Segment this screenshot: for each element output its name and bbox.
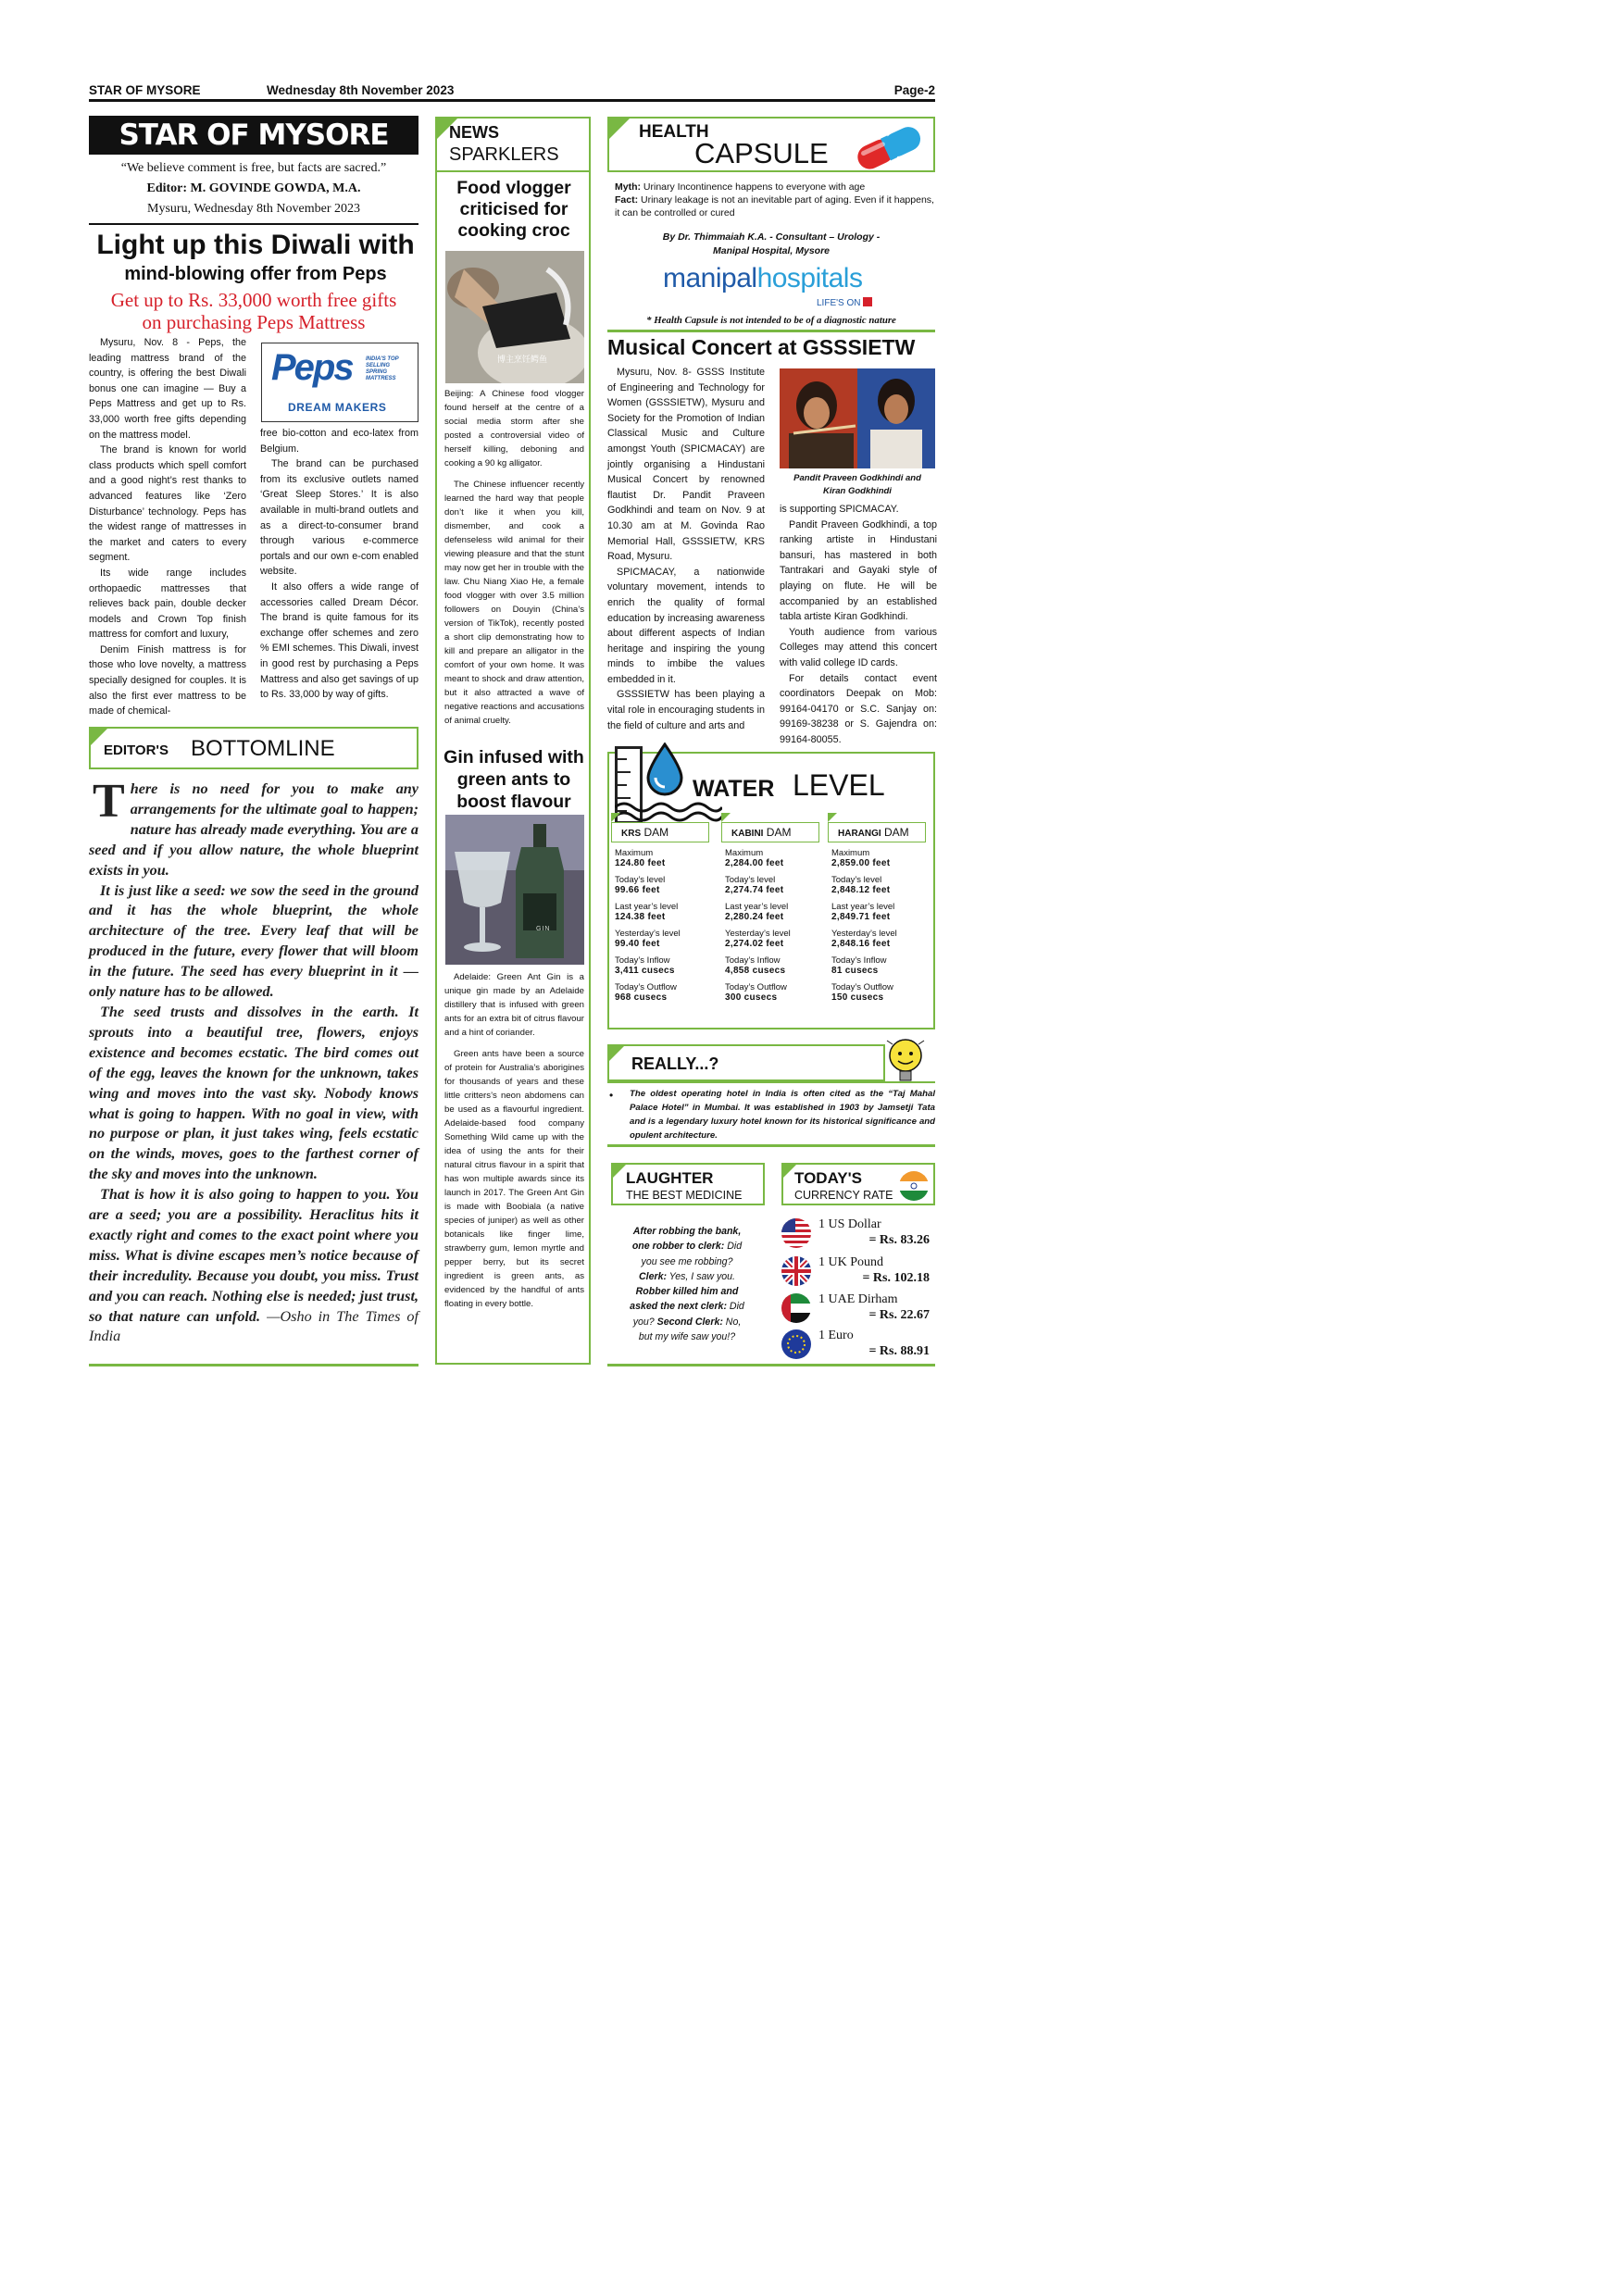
concert-para: GSSSIETW has been playing a vital role in encouraging students in the field of culture and arts and [607,689,765,731]
concert-caption: Pandit Praveen Godkhindi and Kiran Godkhindi [793,473,921,496]
dam-header: HARANGI DAM [828,822,926,842]
really-label-box [607,1044,885,1081]
concert-col-b [780,502,937,748]
really-bottom-rule [607,1144,935,1147]
dam-header: KABINI DAM [721,822,819,842]
editor-dropcap: T [93,775,125,828]
peps-logo-box [261,343,418,422]
uae-flag-icon [781,1293,811,1323]
currency-row [781,1254,935,1288]
bulb-icon [885,1035,928,1087]
dam-header: KRS DAM [611,822,709,842]
bottom-rule [607,1364,935,1366]
peps-col-a [89,335,246,719]
dam-rows: Maximum 2,284.00 feet Today’s level 2,274.74 feet Last year’s level 2,280.24 feet Yesterday’s level 2,274.02 feet Today’s Inflow 4,858 cusecs Today’s Outflow 300 cusecs [725,848,791,1003]
editor-credit: —Osho in The Times of India [89,1307,418,1345]
currency-name: 1 US Dollar [818,1217,881,1231]
laughter-joke: After robbing the bank, one robber to clerk: Did you see me robbing? Clerk: Yes, I saw you. Robber killed him and asked the next clerk: Did you? Second Clerk: No, but my wife saw you!? [630,1226,744,1343]
editor-bottom-rule [89,1364,418,1366]
croc-photo-caption: 博主烹饪鳄鱼 [497,356,548,365]
page-header [89,83,935,102]
masthead-editor: Editor: M. GOVINDE GOWDA, M.A. [146,181,361,195]
concert-col-a [607,365,765,733]
peps-col-b [260,426,418,703]
concert-para: For details contact event coordinators Deepak on Mob: 99164-04170 or S.C. Sanjay on: 99169-38238 or S. Gajendra on: 99164-80055. [780,672,937,745]
editor-para: That is how it is also going to happen to you. You are a seed; you are a possibility. Heraclitus hits it exactly right and comes to the exact point where you miss. What is divine escapes men’s notice because of their incredulity. Because you doubt, you miss. Trust and you can reach. Nothing else is needed; just trust, so that nature can unfold. [89,1186,418,1325]
water-wave-icon [615,802,722,824]
health-disclaimer: * Health Capsule is not intended to be of a diagnostic nature [646,315,896,326]
masthead-logo: STAR OF MYSORE [89,116,418,155]
peps-logo-tag: INDIA'S TOP SELLING SPRING MATTRESS [366,356,399,381]
peps-sub-1: Get up to Rs. 33,000 worth free gifts [110,289,397,311]
eu-flag-icon [781,1329,811,1359]
editor-body [89,775,418,1347]
peps-para: The brand can be purchased from its exclusive outlets named ‘Great Sleep Stores.’ It is also available in multi-brand outlets and as a direct-to-consumer brand through various e-commerce portals and our own e-com enabled website. [260,458,418,578]
currency-name: 1 UK Pound [818,1255,884,1269]
water-label-a: WATER [693,776,775,802]
health-fact: Fact: Urinary leakage is not an inevitable part of aging. Even if it happens, it can be controlled or cured [615,194,934,218]
health-label-a: HEALTH [639,122,709,142]
currency-rate: = Rs. 22.67 [868,1308,930,1322]
news-para: The Chinese influencer recently learned the hard way that people don’t like it when you kill, dismember, and cook a defenseless wild animal for their viewing pleasure and that the stunt may now get her in trouble with the law. Chu Niang Xiao He, a female food vlogger with over 3.5 million followers on Douyin (China’s version of TikTok), recently posted a short clip demonstrating how to kill and prepare an alligator in the comfort of your own home. It was meant to shock and draw attention, but it also attracted a wave of negative reactions and accusations of animal cruelty. [444,480,584,726]
currency-label-a: TODAY'S [794,1169,863,1187]
editor-para: here is no need for you to make any arrangements for the ultimate goal to happen; nature has already made everything. You are a seed and if you allow nature, the whole blueprint exists in you. [89,780,418,879]
laughter-label-box [611,1163,765,1205]
news-story2-title: Gin infused with green ants to boost flavour [443,747,584,812]
news-story1-body [444,387,584,728]
header-paper: STAR OF MYSORE [89,83,201,97]
currency-row [781,1217,935,1250]
news-para: Green ants have been a source of protein for Australia’s aborigines for thousands of years and these little critters’s neon abdomens can be used as a flavourful ingredient. Adelaide-based food company Something Wild came up with the idea of using the ants for their natural citrus flavour in a spirit that has won multiple awards since its launch in 2017. The Green Ant Gin is made with Boobiala (a native species of juniper) as well as other botanicals like finger lime, strawberry gum, lemon myrtle and pepper berry, but its secret ingredient is green ants, as evidenced by the handful of ants floating in every bottle. [444,1049,584,1309]
us-flag-icon [781,1218,811,1248]
really-text: The oldest operating hotel in India is often cited as the “Taj Mahal Palace Hotel” in Mumbai. It was established in 1903 by Jamsetji Tata and is a legendary luxury hotel known for its historical significance and opulent architecture. [630,1089,935,1141]
header-page: Page-2 [893,83,935,97]
header-date: Wednesday 8th November 2023 [267,83,455,97]
health-byline-2: Manipal Hospital, Mysore [712,245,831,256]
manipal-tag: LIFE'S ON [817,297,872,308]
concert-photo [780,368,935,468]
capsule-icon [848,122,933,172]
gin-label: GIN [536,926,551,932]
news-story2-body [444,970,584,1311]
currency-rate: = Rs. 83.26 [868,1233,930,1247]
peps-para: Mysuru, Nov. 8 - Peps, the leading mattress brand of the country, is offering the best Diwali bonus one can imagine — Buy a Peps Mattress and get up to Rs. 33,000 worth free gifts depending on the mattress model. [89,337,246,441]
dam-krs [611,822,709,1004]
peps-sub-2: on purchasing Peps Mattress [142,311,366,333]
masthead-dateline: Mysuru, Wednesday 8th November 2023 [147,202,360,216]
concert-para: Pandit Praveen Godkhindi, a top ranking artiste in Hindustani bansuri, has mastered in both Tantrakari and Gayaki style of playing on flute. He will be accompanied by an established tabla artiste Kiran Godkhindi. [780,518,937,623]
peps-para: The brand is known for world class products which spell comfort and a good night’s rest thanks to advanced features like ‘Zero Disturbance’ technology. Peps has the widest range of mattresses in the market and caters to every segment. [89,444,246,564]
editor-label-a: EDITOR'S [104,742,169,758]
really-label: REALLY...? [631,1054,719,1073]
currency-rate: = Rs. 102.18 [862,1271,930,1285]
currency-name: 1 UAE Dirham [818,1292,898,1306]
concert-para: Youth audience from various Colleges may attend this concert with valid college ID cards. [780,626,937,668]
water-drop-icon [644,742,685,796]
news-label-b: SPARKLERS [449,144,559,165]
peps-logo: Peps [271,347,353,388]
news-story1-title: Food vlogger criticised for cooking croc [456,178,571,241]
health-rule [607,330,935,332]
news-label-rule [435,170,591,172]
uk-flag-icon [781,1256,811,1286]
peps-para: Its wide range includes orthopaedic mattresses that relieves back pain, double decker models and Crown Top finish mattress for comfort and luxury, [89,567,246,641]
croc-photo [445,251,584,383]
peps-headline-1: Light up this Diwali with [96,230,415,260]
water-label-b: LEVEL [793,768,885,802]
gin-photo [445,815,584,965]
editor-para: It is just like a seed: we sow the seed in the ground and it has the whole blueprint, the whole architecture of the tree. Every leaf that will be produced in the future, every flower that will bloom in the future. The seed has every blueprint in it — only nature has to be allowed. [89,881,418,1001]
health-myth: Myth: Urinary Incontinence happens to everyone with age [615,181,866,193]
peps-para: free bio-cotton and eco-latex from Belgium. [260,428,418,455]
news-para: Beijing: A Chinese food vlogger found herself at the centre of a social media storm after she posted a controversial video of herself killing, deboning and cooking a 90 kg alligator. [444,389,584,468]
peps-logo-sub: DREAM MAKERS [288,401,387,414]
laughter-label-a: LAUGHTER [626,1169,714,1187]
editor-label-box [89,727,418,769]
corner-tri [607,117,631,141]
news-para: Adelaide: Green Ant Gin is a unique gin made by an Adelaide distillery that is infused with green ants for an extra bit of citrus flavour and a hint of coriander. [444,972,584,1038]
concert-title: Musical Concert at GSSSIETW [607,335,916,359]
news-label-a: NEWS [449,123,499,142]
india-flag-icon [898,1170,930,1202]
peps-headline-2: mind-blowing offer from Peps [124,264,387,284]
currency-row [781,1328,935,1361]
currency-rate: = Rs. 88.91 [868,1344,930,1358]
dam-rows: Maximum 2,859.00 feet Today’s level 2,848.12 feet Last year’s level 2,849.71 feet Yesterday’s level 2,848.16 feet Today’s Inflow 81 cusecs Today’s Outflow 150 cusecs [831,848,897,1003]
currency-row [781,1292,935,1325]
concert-para: SPICMACAY, a nationwide voluntary movement, intends to enrich the quality of formal education by increasing awareness about different aspects of Indian heritage and inspiring the young minds to imbibe the values embedded in it. [607,566,765,685]
laughter-label-b: THE BEST MEDICINE [626,1189,743,1202]
currency-label-b: CURRENCY RATE [794,1189,893,1202]
masthead-motto: “We believe comment is free, but facts are sacred.” [120,161,387,175]
dam-harangi [828,822,926,1004]
health-label-box [607,117,935,172]
dam-rows: Maximum 124.80 feet Today’s level 99.66 feet Last year’s level 124.38 feet Yesterday’s level 99.40 feet Today’s Inflow 3,411 cusecs Today’s Outflow 968 cusecs [615,848,681,1003]
currency-name: 1 Euro [818,1329,854,1342]
really-rule [607,1081,935,1083]
masthead-rule [89,223,418,225]
concert-para: Mysuru, Nov. 8- GSSS Institute of Engineering and Technology for Women (GSSSIETW), Mysuru and Society for the Promotion of Indian Classical Music and Culture amongst Youth (SPICMACAY) are jointly organising a Hindustani Musical Concert by renowned flautist Dr. Pandit Praveen Godkhindi and team on Nov. 9 at 10.30 am at M. Govinda Rao Memorial Hall, GSSSIETW, KRS Road, Mysuru. [607,367,765,563]
dam-kabini [721,822,819,1004]
editor-para: The seed trusts and dissolves in the earth. It sprouts into a beautiful tree, flowers, enjoys existence and becomes ecstatic. The bird comes out of the egg, leaves the known for the unknown, takes wing and moves into the vast sky. Nobody knows what is going to happen. With no goal in view, with no purpose or plan, it just takes wing, feels ecstatic on the winds, moves, goes to the farthest corner of the sky and moves into the unknown. [89,1003,418,1183]
bullet: • [609,1089,614,1102]
peps-para: Denim Finish mattress is for those who love novelty, a mattress specially designed for couples. It is also the first ever mattress to be made of chemical- [89,643,246,718]
manipal-logo: manipalhospitals [663,263,863,293]
health-label-b: CAPSULE [694,137,829,169]
concert-para: is supporting SPICMACAY. [780,504,899,515]
peps-para: It also offers a wide range of accessories called Dream Décor. The brand is quite famous for its exchange offer schemes and zero % EMI schemes. This Diwali, invest in good rest by purchasing a Peps Mattress and also get savings of up to Rs. 33,000 by way of gifts. [260,580,418,701]
currency-label-box [781,1163,935,1205]
editor-label-b: BOTTOMLINE [191,736,335,761]
health-byline-1: By Dr. Thimmaiah K.A. - Consultant – Urology - [662,231,881,243]
